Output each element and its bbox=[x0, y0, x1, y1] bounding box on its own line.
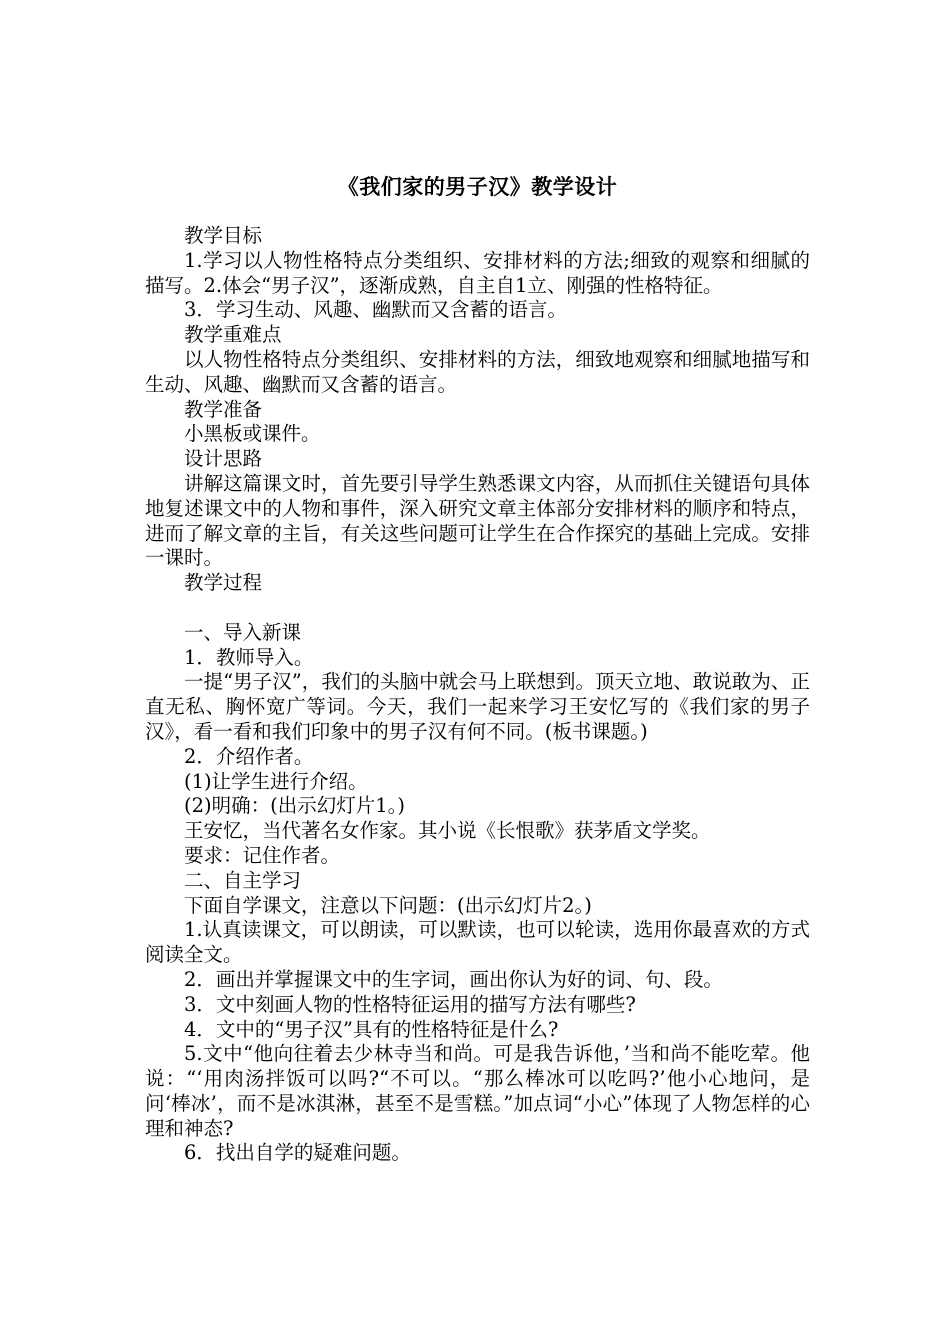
document-title: 《我们家的男子汉》教学设计 bbox=[337, 174, 618, 199]
paragraph: 1.学习以人物性格特点分类组织、安排材料的方法;细致的观察和细腻的描写。2.体会“男子汉”，逐渐成熟，自主自1立、刚强的性格特征。 bbox=[145, 248, 810, 297]
document-page bbox=[145, 172, 810, 1166]
section-heading: 一、导入新课 bbox=[184, 620, 302, 644]
paragraph: 6．找出自学的疑难问题。 bbox=[184, 1141, 411, 1165]
heading-key-points: 教学重难点 bbox=[184, 323, 282, 347]
paragraph: 讲解这篇课文时，首先要引导学生熟悉课文内容，从而抓住关键语句具体地复述课文中的人物和事件，深入研究文章主体部分安排材料的顺序和特点，进而了解文章的主旨，有关这些问题可让学生在合作探究的基础上完成。安排一课时。 bbox=[145, 471, 810, 570]
blank-line bbox=[145, 596, 810, 621]
paragraph: 小黑板或课件。 bbox=[184, 422, 321, 446]
paragraph: 一提“男子汉”，我们的头脑中就会马上联想到。顶天立地、敢说敢为、正直无私、胸怀宽广等词。今天，我们一起来学习王安忆写的《我们家的男子汉》，看一看和我们印象中的男子汉有何不同。(板书课题。) bbox=[145, 670, 810, 743]
section-heading: 二、自主学习 bbox=[184, 868, 302, 892]
paragraph: 5.文中“他向往着去少林寺当和尚。可是我告诉他，’当和尚不能吃荤。他说：“‘用肉汤拌饭可以吗?“不可以。“那么棒冰可以吃吗?’他小心地问，是问‘棒冰’，而不是冰淇淋，甚至不是雪糕。”加点词“小心”体现了人物怎样的心理和神态? bbox=[145, 1042, 810, 1140]
paragraph: 王安忆，当代著名女作家。其小说《长恨歌》获茅盾文学奖。 bbox=[184, 819, 711, 843]
paragraph: 下面自学课文，注意以下问题：(出示幻灯片2。) bbox=[184, 893, 592, 917]
paragraph: 以人物性格特点分类组织、安排材料的方法，细致地观察和细腻地描写和生动、风趣、幽默而又含蓄的语言。 bbox=[145, 347, 810, 396]
paragraph: 2．介绍作者。 bbox=[184, 744, 314, 768]
paragraph: 4．文中的“男子汉”具有的性格特征是什么? bbox=[184, 1017, 559, 1041]
paragraph: 要求：记住作者。 bbox=[184, 843, 341, 867]
heading-teaching-process: 教学过程 bbox=[184, 571, 263, 595]
heading-preparation: 教学准备 bbox=[184, 397, 263, 421]
paragraph: 3．学习生动、风趣、幽默而又含蓄的语言。 bbox=[184, 298, 567, 322]
paragraph: (1)让学生进行介绍。 bbox=[184, 769, 368, 793]
heading-teaching-goals: 教学目标 bbox=[184, 224, 263, 247]
paragraph: 2．画出并掌握课文中的生字词，画出你认为好的词、句、段。 bbox=[184, 967, 723, 991]
paragraph: 1.认真读课文，可以朗读，可以默读，也可以轮读，选用你最喜欢的方式阅读全文。 bbox=[145, 918, 810, 967]
paragraph: 1．教师导入。 bbox=[184, 645, 314, 669]
paragraph: (2)明确：(出示幻灯片1。) bbox=[184, 794, 405, 818]
heading-design-idea: 设计思路 bbox=[184, 447, 263, 471]
paragraph: 3．文中刻画人物的性格特征运用的描写方法有哪些? bbox=[184, 992, 636, 1016]
